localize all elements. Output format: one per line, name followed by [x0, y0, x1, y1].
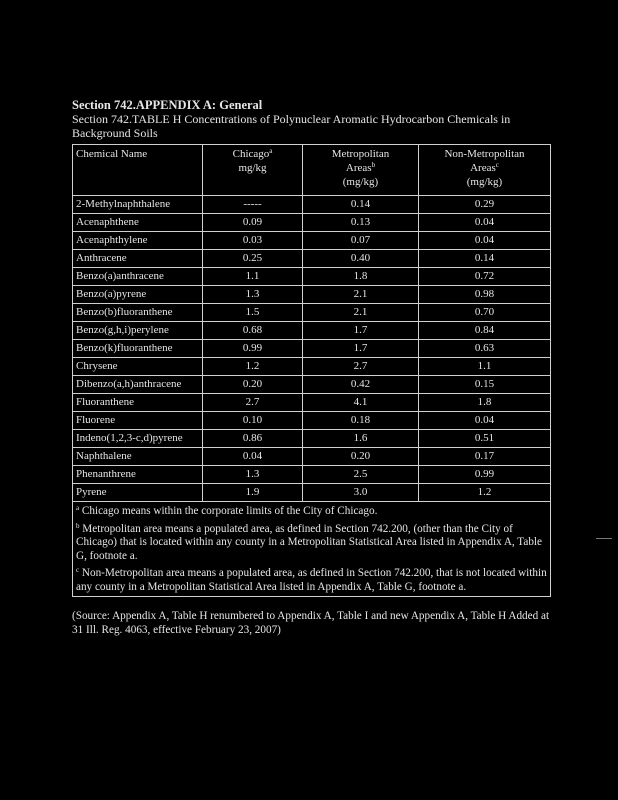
header-chicago-label: Chicago: [232, 148, 270, 160]
footnotes-cell: [73, 502, 551, 597]
cell-chemical-name: Benzo(b)fluoranthene: [73, 304, 203, 322]
header-metropolitan: [303, 145, 419, 196]
cell-metropolitan-value: 1.7: [303, 340, 419, 358]
cell-chicago-value: 1.9: [203, 484, 303, 502]
cell-chicago-value: 0.04: [203, 448, 303, 466]
cell-chemical-name: Benzo(a)anthracene: [73, 268, 203, 286]
cell-metropolitan-value: 0.42: [303, 376, 419, 394]
cell-non-metropolitan-value: 0.72: [419, 268, 551, 286]
cell-metropolitan-value: 0.07: [303, 232, 419, 250]
cell-non-metropolitan-value: 0.04: [419, 214, 551, 232]
cell-non-metropolitan-value: 0.84: [419, 322, 551, 340]
cell-chemical-name: Anthracene: [73, 250, 203, 268]
cell-chicago-value: 0.86: [203, 430, 303, 448]
header-metro-footnote-mark: b: [371, 161, 376, 169]
cell-non-metropolitan-value: 0.04: [419, 232, 551, 250]
table-row: [73, 376, 551, 394]
cell-chicago-value: 0.68: [203, 322, 303, 340]
cell-non-metropolitan-value: 0.29: [419, 196, 551, 214]
header-metro-unit: (mg/kg): [342, 176, 379, 188]
cell-chemical-name: Fluoranthene: [73, 394, 203, 412]
cell-metropolitan-value: 2.5: [303, 466, 419, 484]
cell-chemical-name: Dibenzo(a,h)anthracene: [73, 376, 203, 394]
cell-metropolitan-value: 0.14: [303, 196, 419, 214]
cell-chicago-value: 0.99: [203, 340, 303, 358]
table-row: [73, 322, 551, 340]
footnote-c: [76, 567, 547, 594]
cell-chicago-value: -----: [203, 196, 303, 214]
cell-chemical-name: Naphthalene: [73, 448, 203, 466]
header-chicago-unit: mg/kg: [238, 162, 267, 174]
cell-chemical-name: Fluorene: [73, 412, 203, 430]
cell-chicago-value: 1.3: [203, 286, 303, 304]
cell-chemical-name: Phenanthrene: [73, 466, 203, 484]
cell-non-metropolitan-value: 0.63: [419, 340, 551, 358]
cell-non-metropolitan-value: 0.99: [419, 466, 551, 484]
cell-non-metropolitan-value: 0.14: [419, 250, 551, 268]
cell-chicago-value: 0.03: [203, 232, 303, 250]
table-subtitle: Section 742.TABLE H Concentrations of Polynuclear Aromatic Hydrocarbon Chemicals in Background Soils: [72, 112, 511, 140]
header-nonmetro-line2: Areas: [470, 162, 496, 174]
table-row: [73, 286, 551, 304]
cell-chicago-value: 0.10: [203, 412, 303, 430]
cell-metropolitan-value: 0.18: [303, 412, 419, 430]
header-chicago-footnote-mark: a: [269, 147, 273, 155]
document-page: [72, 98, 550, 648]
header-metro-line1: Metropolitan: [331, 148, 390, 160]
cell-metropolitan-value: 2.1: [303, 304, 419, 322]
cell-metropolitan-value: 0.40: [303, 250, 419, 268]
cell-chicago-value: 1.3: [203, 466, 303, 484]
cell-chicago-value: 0.20: [203, 376, 303, 394]
cell-non-metropolitan-value: 0.70: [419, 304, 551, 322]
header-chemical-name: Chemical Name: [73, 145, 203, 196]
header-nonmetro-unit: (mg/kg): [466, 176, 503, 188]
table-body: [73, 196, 551, 502]
cell-chicago-value: 1.1: [203, 268, 303, 286]
section-title: Section 742.APPENDIX A: General: [72, 98, 263, 112]
header-metro-line2: Areas: [345, 162, 372, 174]
cell-non-metropolitan-value: 0.15: [419, 376, 551, 394]
cell-non-metropolitan-value: 0.51: [419, 430, 551, 448]
cell-non-metropolitan-value: 0.04: [419, 412, 551, 430]
cell-non-metropolitan-value: 1.1: [419, 358, 551, 376]
table-row: [73, 340, 551, 358]
cell-chemical-name: Pyrene: [73, 484, 203, 502]
table-row: [73, 358, 551, 376]
concentrations-table: [72, 144, 551, 597]
table-row: [73, 196, 551, 214]
table-row: [73, 448, 551, 466]
cell-chemical-name: Indeno(1,2,3-c,d)pyrene: [73, 430, 203, 448]
cell-metropolitan-value: 0.13: [303, 214, 419, 232]
cell-chemical-name: Benzo(a)pyrene: [73, 286, 203, 304]
cell-metropolitan-value: 1.6: [303, 430, 419, 448]
cell-chicago-value: 0.09: [203, 214, 303, 232]
cell-metropolitan-value: 2.7: [303, 358, 419, 376]
cell-non-metropolitan-value: 0.17: [419, 448, 551, 466]
cell-chicago-value: 1.2: [203, 358, 303, 376]
table-row: [73, 304, 551, 322]
cell-chemical-name: Benzo(g,h,i)perylene: [73, 322, 203, 340]
header-chicago: [203, 145, 303, 196]
table-row: [73, 268, 551, 286]
table-row: [73, 232, 551, 250]
cell-non-metropolitan-value: 1.2: [419, 484, 551, 502]
table-row: [73, 430, 551, 448]
footnotes-row: [73, 502, 551, 597]
cell-metropolitan-value: 3.0: [303, 484, 419, 502]
cell-metropolitan-value: 4.1: [303, 394, 419, 412]
footnote-text: Chicago means within the corporate limits of the City of Chicago.: [81, 505, 378, 517]
cell-chicago-value: 0.25: [203, 250, 303, 268]
header-nonmetro-footnote-mark: c: [495, 161, 499, 169]
cell-metropolitan-value: 1.8: [303, 268, 419, 286]
cell-chicago-value: 1.5: [203, 304, 303, 322]
cell-chemical-name: Chrysene: [73, 358, 203, 376]
header-nonmetro-line1: Non-Metropolitan: [444, 148, 525, 160]
cell-chemical-name: Acenaphthene: [73, 214, 203, 232]
footnote-mark: c: [76, 566, 80, 574]
cell-chemical-name: Acenaphthylene: [73, 232, 203, 250]
footnote-text: Non-Metropolitan area means a populated area, as defined in Section 742.200, that is not located within any county in a Metropolitan Statistical Area listed in Appendix A, Table G, footnote a.: [76, 567, 547, 593]
cell-chicago-value: 2.7: [203, 394, 303, 412]
cell-metropolitan-value: 1.7: [303, 322, 419, 340]
cell-metropolitan-value: 2.1: [303, 286, 419, 304]
table-row: [73, 214, 551, 232]
source-note: (Source: Appendix A, Table H renumbered to Appendix A, Table I and new Appendix A, Table H Added at 31 Ill. Reg. 4063, effective February 23, 2007): [72, 610, 550, 636]
footnote-mark: a: [76, 504, 80, 512]
table-row: [73, 250, 551, 268]
footnote-a: [76, 505, 547, 519]
footnote-b: [76, 523, 547, 564]
scan-margin-mark: [596, 538, 612, 539]
table-header-row: [73, 145, 551, 196]
cell-non-metropolitan-value: 1.8: [419, 394, 551, 412]
cell-non-metropolitan-value: 0.98: [419, 286, 551, 304]
cell-chemical-name: Benzo(k)fluoranthene: [73, 340, 203, 358]
table-row: [73, 466, 551, 484]
table-row: [73, 412, 551, 430]
cell-metropolitan-value: 0.20: [303, 448, 419, 466]
table-row: [73, 484, 551, 502]
cell-chemical-name: 2-Methylnaphthalene: [73, 196, 203, 214]
footnote-mark: b: [76, 521, 80, 530]
table-row: [73, 394, 551, 412]
header-non-metropolitan: [419, 145, 551, 196]
footnote-text: Metropolitan area means a populated area, as defined in Section 742.200, (other than the City of Chicago) that is located within any county in a Metropolitan Statistical Area listed in Appendix A, Table G, footnote a.: [76, 522, 542, 562]
